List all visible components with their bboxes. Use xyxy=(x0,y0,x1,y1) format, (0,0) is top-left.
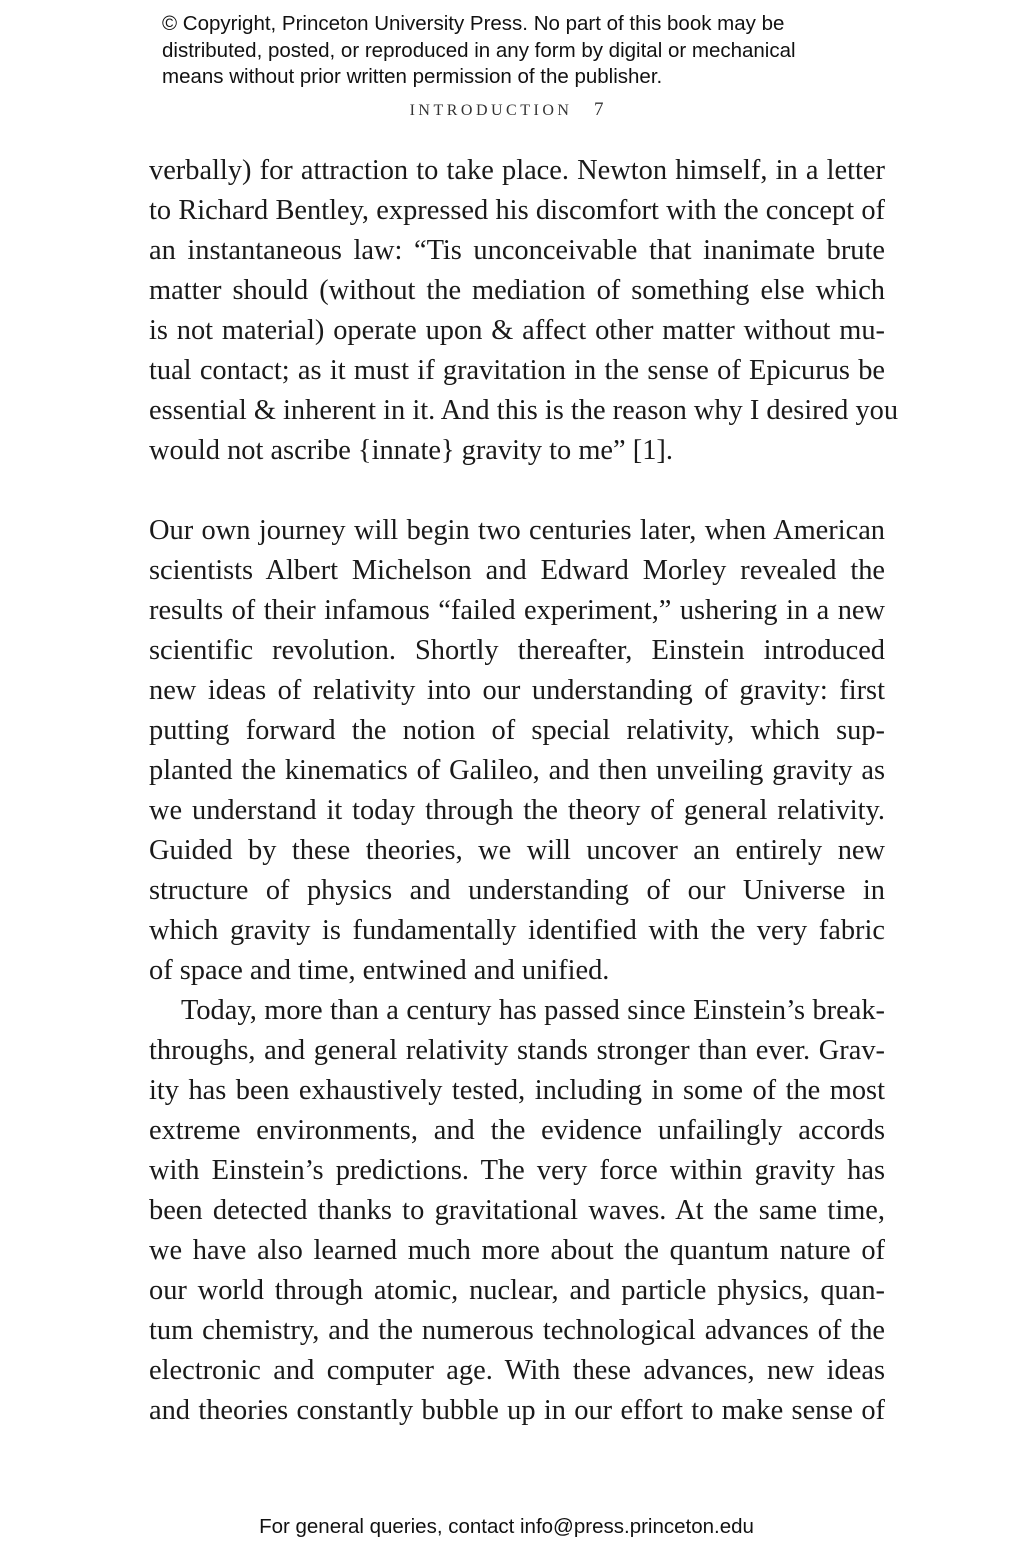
text-line: to Richard Bentley, expressed his discomfort with the concept of xyxy=(149,195,885,226)
text-line: scientists Albert Michelson and Edward Morley revealed the xyxy=(149,555,885,586)
text-line: and theories constantly bubble up in our effort to make sense of xyxy=(149,1395,885,1426)
footer-contact: For general queries, contact info@press.princeton.edu xyxy=(259,1515,754,1538)
text-line: structure of physics and understanding of our Universe in xyxy=(149,875,885,906)
text-line: essential & inherent in it. And this is the reason why I desired you xyxy=(149,395,899,426)
body-text xyxy=(149,151,899,1431)
text-line: extreme environments, and the evidence unfailingly accords xyxy=(149,1115,885,1146)
text-line: throughs, and general relativity stands stronger than ever. Grav- xyxy=(149,1035,885,1066)
text-line: our world through atomic, nuclear, and particle physics, quan- xyxy=(149,1275,885,1306)
copyright-line: distributed, posted, or reproduced in any form by digital or mechanical xyxy=(162,38,796,62)
text-line: of space and time, entwined and unified. xyxy=(149,955,610,986)
text-line: planted the kinematics of Galileo, and then unveiling gravity as xyxy=(149,755,885,786)
text-line: is not material) operate upon & affect other matter without mu- xyxy=(149,315,885,346)
text-line: results of their infamous “failed experiment,” ushering in a new xyxy=(149,595,885,626)
copyright-line: © Copyright, Princeton University Press. No part of this book may be xyxy=(162,12,785,35)
paragraph-2 xyxy=(149,511,885,991)
chapter-title: INTRODUCTION xyxy=(409,102,573,119)
text-line: with Einstein’s predictions. The very force within gravity has xyxy=(149,1155,885,1186)
text-line: ity has been exhaustively tested, including in some of the most xyxy=(149,1075,885,1106)
copyright-line: means without prior written permission of the publisher. xyxy=(162,65,663,88)
text-line: tual contact; as it must if gravitation in the sense of Epicurus be xyxy=(149,355,885,386)
text-line: putting forward the notion of special relativity, which sup- xyxy=(149,715,885,746)
copyright-notice xyxy=(162,11,882,91)
text-line: electronic and computer age. With these advances, new ideas xyxy=(149,1355,885,1386)
text-line: an instantaneous law: “Tis unconceivable that inanimate brute xyxy=(149,235,885,266)
text-line: matter should (without the mediation of something else which xyxy=(149,275,885,306)
text-line: which gravity is fundamentally identified with the very fabric xyxy=(149,915,885,946)
text-line: would not ascribe {innate} gravity to me” [1]. xyxy=(149,435,673,466)
running-head xyxy=(0,99,1013,121)
text-line: Today, more than a century has passed since Einstein’s break- xyxy=(181,995,885,1026)
text-line: verbally) for attraction to take place. Newton himself, in a letter xyxy=(149,155,885,186)
paragraph-spacer xyxy=(149,471,885,511)
text-line: Our own journey will begin two centuries later, when American xyxy=(149,515,885,546)
text-line: been detected thanks to gravitational waves. At the same time, xyxy=(149,1195,885,1226)
text-line: tum chemistry, and the numerous technological advances of the xyxy=(149,1315,885,1346)
text-line: scientific revolution. Shortly thereafter, Einstein introduced xyxy=(149,635,885,666)
paragraph-1 xyxy=(149,151,899,471)
page-number: 7 xyxy=(593,99,604,120)
text-line: we have also learned much more about the quantum nature of xyxy=(149,1235,885,1266)
paragraph-3 xyxy=(149,991,885,1431)
text-line: Guided by these theories, we will uncover an entirely new xyxy=(149,835,885,866)
text-line: we understand it today through the theory of general relativity. xyxy=(149,795,885,826)
text-line: new ideas of relativity into our understanding of gravity: first xyxy=(149,675,885,706)
